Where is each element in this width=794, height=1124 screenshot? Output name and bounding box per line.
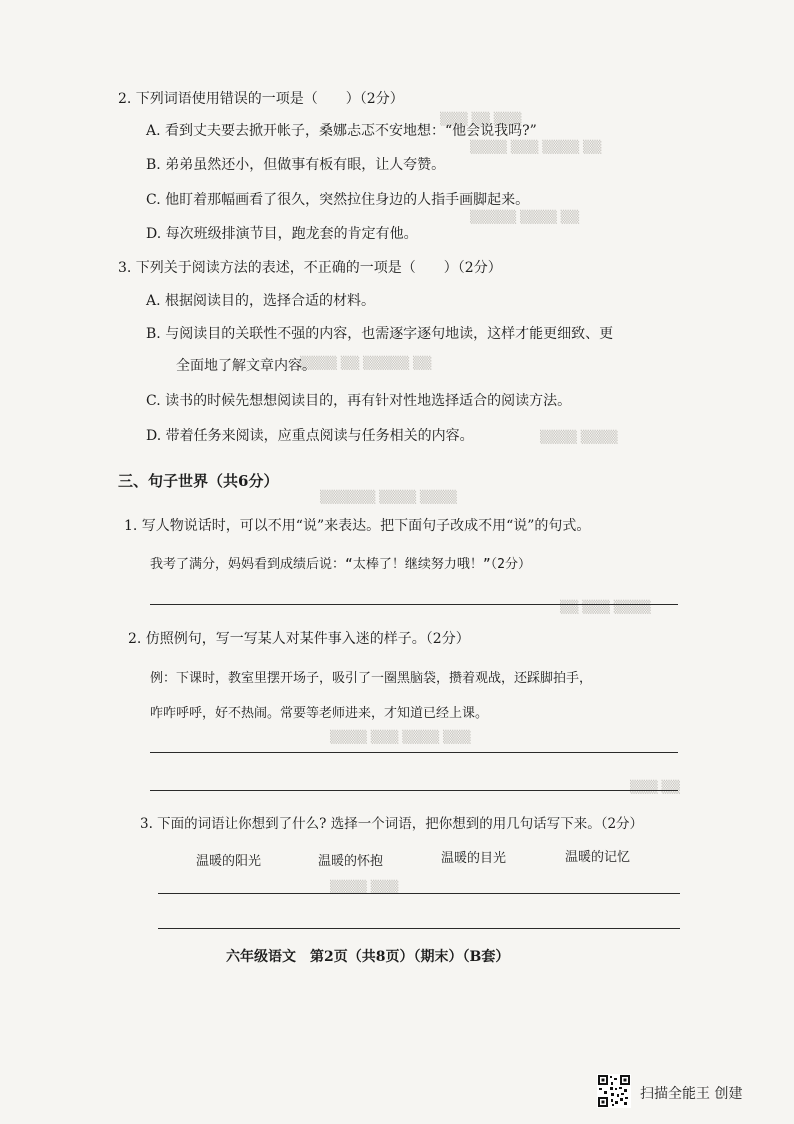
section-3-question-1-title: 1. 写人物说话时，可以不用“说”来表达。把下面句子改成不用“说”的句式。 <box>124 518 591 534</box>
bleed-through: ▒▒▒ ▒▒ <box>630 780 680 794</box>
qr-code-icon <box>597 1074 631 1108</box>
question-2-option-c: C. 他盯着那幅画看了很久，突然拉住身边的人指手画脚起来。 <box>146 192 530 208</box>
page-footer: 六年级语文 第2页（共8页）（期末）（B套） <box>226 949 510 965</box>
word-choice: 温暖的阳光 <box>196 854 262 869</box>
section-3-question-1-sentence: 我考了满分，妈妈看到成绩后说：“太棒了！继续努力哦！”（2分） <box>150 557 531 572</box>
section-3-question-2-example-line-1: 例：下课时，教室里摆开场子，吸引了一圈黑脑袋，攒着观战，还踩脚拍手， <box>150 671 593 686</box>
bleed-through: ▒▒▒ ▒▒ ▒▒▒ <box>440 112 522 126</box>
question-2-title: 2. 下列词语使用错误的一项是（ ）（2分） <box>118 91 404 107</box>
question-3-title: 3. 下列关于阅读方法的表述，不正确的一项是（ ）（2分） <box>118 260 502 276</box>
question-3-option-c: C. 读书的时候先想想阅读目的，再有针对性地选择适合的阅读方法。 <box>146 393 572 409</box>
bleed-through: ▒▒▒▒ ▒▒ ▒▒▒▒▒ ▒▒ <box>300 356 432 370</box>
bleed-through: ▒▒▒▒▒▒ ▒▒▒▒ ▒▒▒▒ <box>320 490 457 504</box>
answer-line[interactable] <box>150 790 678 791</box>
answer-line[interactable] <box>150 752 678 753</box>
bleed-through: ▒▒▒▒ ▒▒▒ ▒▒▒▒ ▒▒ <box>470 140 602 154</box>
question-3-option-a: A. 根据阅读目的，选择合适的材料。 <box>146 293 376 309</box>
bleed-through: ▒▒▒▒ ▒▒▒ <box>330 880 399 894</box>
word-choice: 温暖的目光 <box>441 851 507 866</box>
section-3-question-3-title: 3. 下面的词语让你想到了什么? 选择一个词语，把你想到的用几句话写下来。（2分） <box>140 816 644 832</box>
word-choice: 温暖的记忆 <box>565 850 631 865</box>
section-3-heading: 三、句子世界（共6分） <box>118 472 279 490</box>
scanner-brand-label: 扫描全能王 创建 <box>640 1086 743 1102</box>
section-3-question-2-title: 2. 仿照例句，写一写某人对某件事入迷的样子。（2分） <box>128 631 470 647</box>
answer-line[interactable] <box>158 928 680 929</box>
answer-line[interactable] <box>158 893 680 894</box>
bleed-through: ▒▒▒▒▒ ▒▒▒▒ ▒▒ <box>470 210 580 224</box>
bleed-through: ▒▒▒▒ ▒▒▒ ▒▒▒▒ ▒▒▒ <box>330 730 471 744</box>
question-3-option-b: B. 与阅读目的关联性不强的内容，也需逐字逐句地读，这样才能更细致、更 <box>146 326 614 342</box>
word-choice: 温暖的怀抱 <box>318 854 384 869</box>
answer-line[interactable] <box>150 604 678 605</box>
question-2-option-b: B. 弟弟虽然还小，但做事有板有眼，让人夸赞。 <box>146 157 446 173</box>
question-2-option-a: A. 看到丈夫要去掀开帐子，桑娜忐忑不安地想：“他会说我吗?” <box>146 123 537 139</box>
section-3-question-2-example-line-2: 咋咋呼呼，好不热闹。常要等老师进来，才知道已经上课。 <box>150 706 489 721</box>
bleed-through: ▒▒▒▒ ▒▒▒▒ <box>540 430 618 444</box>
bleed-through: ▒▒ ▒▒▒ ▒▒▒▒ <box>560 600 651 614</box>
question-3-option-d: D. 带着任务来阅读，应重点阅读与任务相关的内容。 <box>146 428 474 444</box>
question-2-option-d: D. 每次班级排演节目，跑龙套的肯定有他。 <box>146 226 418 242</box>
question-3-option-b-continued: 全面地了解文章内容。 <box>176 358 316 374</box>
